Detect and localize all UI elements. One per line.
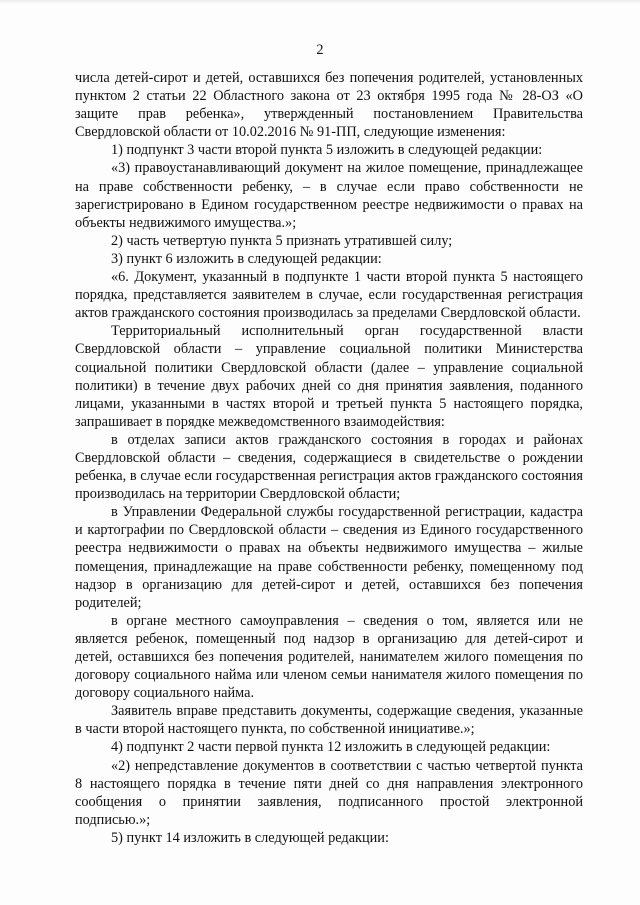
paragraph: «2) непредставление документов в соответствии с частью четвертой пункта 8 настоящего порядка в течение пяти дней со дня направления электронного сообщения о принятии заявления, подписанного простой электронной подписью.»; — [75, 757, 583, 828]
paragraph: «3) правоустанавливающий документ на жилое помещение, принадлежащее на праве собственности ребенку, – в случае если право собственности не зарегистрировано в Едином государственном реестре недвижимости о правах на объекты недвижимого имущества.»; — [75, 160, 583, 231]
paragraph: Заявитель вправе представить документы, содержащие сведения, указанные в части второй настоящего пункта, по собственной инициативе.»; — [75, 703, 583, 738]
paragraph: «6. Документ, указанный в подпункте 1 части второй пункта 5 настоящего порядка, представляется заявителем в случае, если государственная регистрация актов гражданского состояния производилась за пределами Свердловской области. — [75, 269, 583, 322]
paragraph: 5) пункт 14 изложить в следующей редакции: — [111, 829, 389, 846]
paragraph: 1) подпункт 3 части второй пункта 5 изложить в следующей редакции: — [111, 142, 543, 159]
paragraph: 2) часть четвертую пункта 5 признать утратившей силу; — [111, 232, 453, 249]
paragraph: 3) пункт 6 изложить в следующей редакции: — [111, 250, 382, 267]
paragraph: числа детей-сирот и детей, оставшихся без попечения родителей, установленных пунктом 2 статьи 22 Областного закона от 23 октября 1995 года № 28-ОЗ «О защите прав ребенка», утвержденный постановлением Правительства Свердловской области от 10.02.2016 № 91-ПП, следующие изменения: — [75, 70, 583, 141]
document-body — [75, 69, 583, 847]
paragraph: Территориальный исполнительный орган государственной власти Свердловской области – управление социальной политики Министерства социальной политики Свердловской области (далее – управление социальной политики) в течение двух рабочих дней со дня принятия заявления, поданного лицами, указанными в частях второй и третьей пункта 5 настоящего порядка, запрашивает в порядке межведомственного взаимодействия: — [75, 323, 583, 430]
paragraph: в отделах записи актов гражданского состояния в городах и районах Свердловской области – сведения, содержащиеся в свидетельстве о рождении ребенка, в случае если государственная регистрация актов гражданского состояния производилась на территории Свердловской области; — [75, 431, 583, 503]
paragraph: 4) подпункт 2 части первой пункта 12 изложить в следующей редакции: — [111, 739, 551, 756]
scan-edge — [0, 0, 640, 4]
page-number: 2 — [316, 42, 324, 58]
paragraph: в органе местного самоуправления – сведения о том, является или не является ребенок, помещенный под надзор в организацию для детей-сирот и детей, оставшихся без попечения родителей, нанимателем жилого помещения по договору социального найма или членом семьи нанимателя жилого помещения по договору социального найма. — [75, 612, 583, 702]
paragraph: в Управлении Федеральной службы государственной регистрации, кадастра и картографии по Свердловской области – сведения из Единого государственного реестра недвижимости о правах на объекты недвижимого имущества – жилые помещения, принадлежащие на праве собственности ребенку, помещенному под надзор в организацию для детей-сирот и детей, оставшихся без попечения родителей; — [75, 504, 583, 611]
